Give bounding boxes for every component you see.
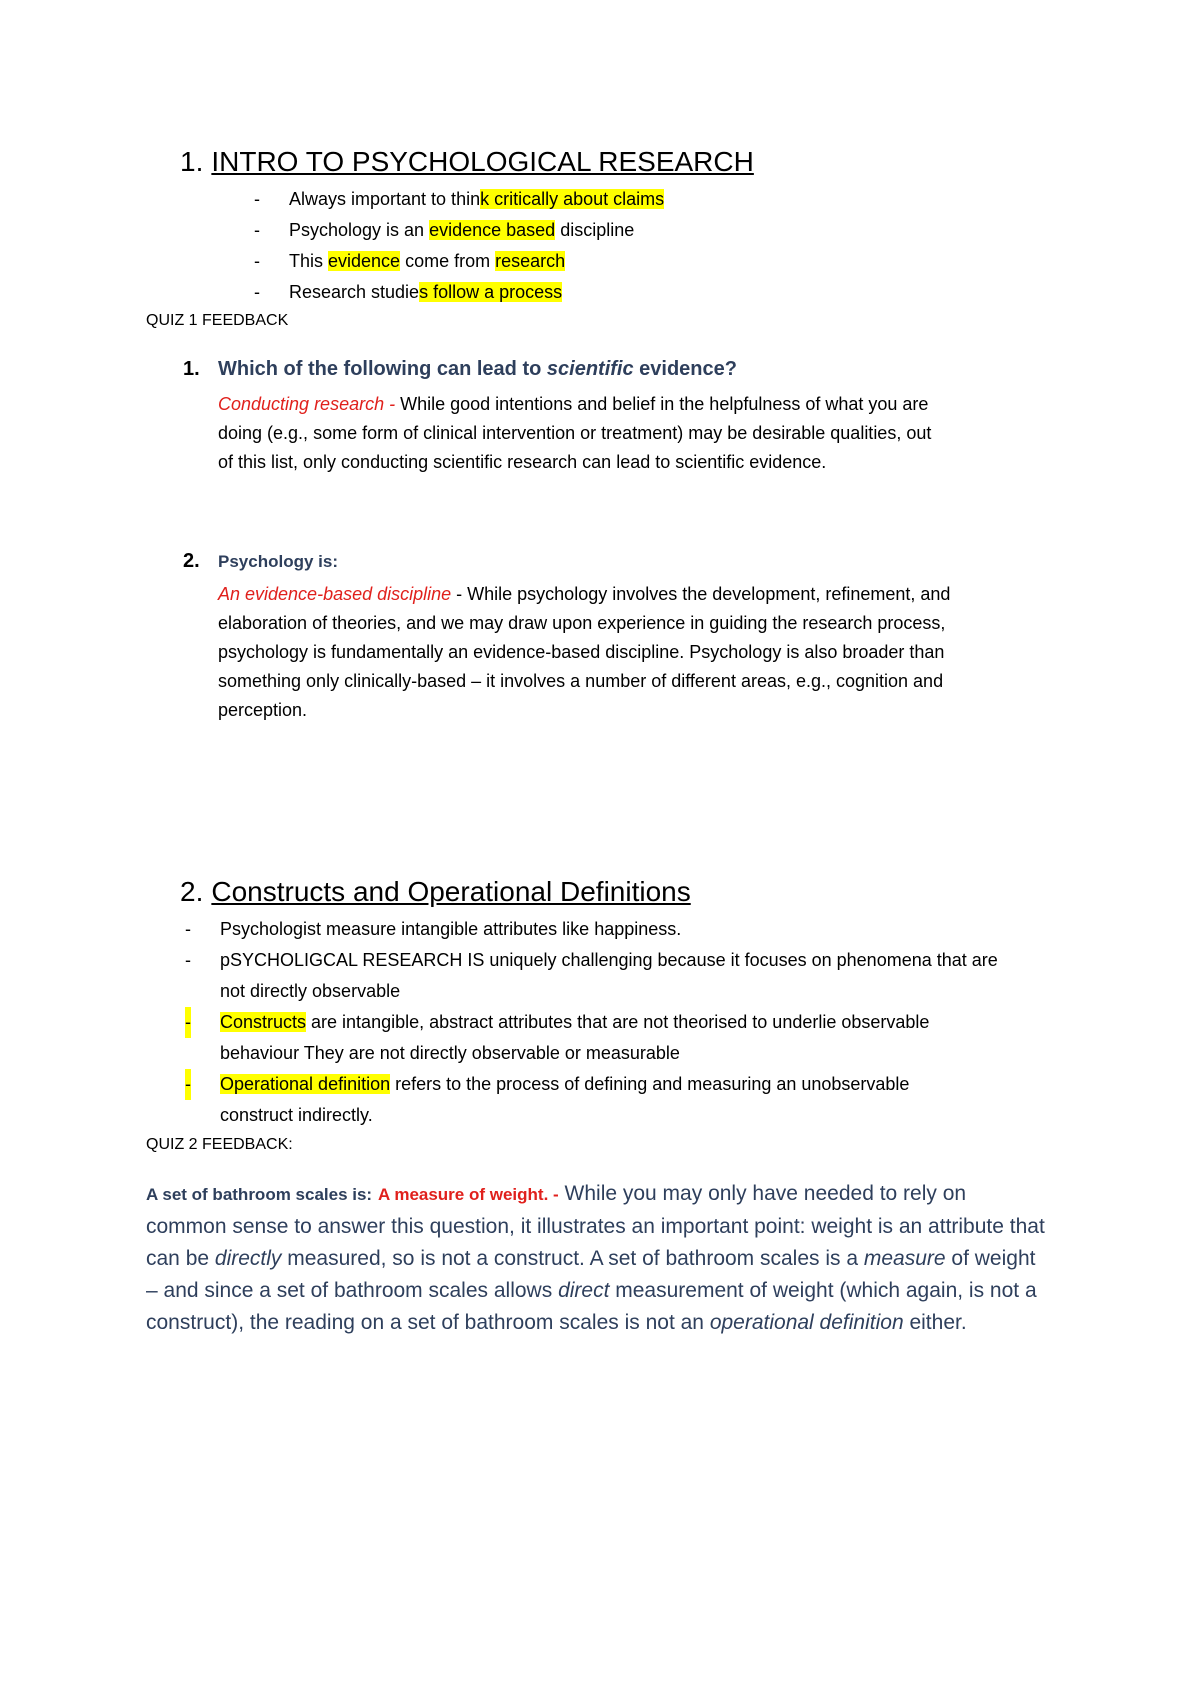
quiz-1-question-1-text: Which of the following can lead to scientific evidence? xyxy=(218,358,737,380)
quiz-2-question: A set of bathroom scales is: xyxy=(146,1185,373,1204)
section-2-number: 2. xyxy=(180,876,204,907)
bullet-dash: - xyxy=(185,1007,191,1038)
section-2-heading xyxy=(180,876,691,908)
section-1-number: 1. xyxy=(180,146,204,177)
bullet-list-2 xyxy=(185,914,1085,1131)
list-item: - Psychology is an evidence based discipline xyxy=(254,215,954,246)
bullet-dash: - xyxy=(254,251,260,271)
quiz-1-answer-2: An evidence-based discipline - While psychology involves the development, refinement, and elaboration of theories, and we may draw upon experience in guiding the research process, psychology is fundamentally an evidence-based discipline. Psychology is also broader than something only clinically-based – it involves a number of different areas, e.g., cognition and perception. xyxy=(218,584,951,720)
answer-label: A measure of weight. - xyxy=(377,1185,559,1204)
list-item: - Psychologist measure intangible attributes like happiness. xyxy=(185,914,1085,945)
quiz-2-answer: A set of bathroom scales is: A measure of weight. - While you may only have needed to rely on common sense to answer this question, it illustrates an important point: weight is an attribute that can be directly measured, so is not a construct. A set of bathroom scales is a measure of weight – and since a set of bathroom scales allows direct measurement of weight (which again, is not a construct), the reading on a set of bathroom scales is not an operational definition either. xyxy=(146,1182,1045,1334)
list-item: - Operational definition refers to the process of defining and measuring an unobservable construct indirectly. xyxy=(185,1069,1085,1131)
term-highlight: Constructs xyxy=(220,1012,307,1032)
question-number: 2. xyxy=(183,550,200,572)
term-highlight: Operational definition xyxy=(220,1074,391,1094)
quiz-1-answer-1: Conducting research - While good intentions and belief in the helpfulness of what you are doing (e.g., some form of clinical intervention or treatment) may be desirable qualities, out of this list, only conducting scientific research can lead to scientific evidence. xyxy=(218,394,932,472)
list-item: - Always important to think critically about claims xyxy=(254,184,954,215)
section-1-title: INTRO TO PSYCHOLOGICAL RESEARCH xyxy=(211,146,754,177)
quiz-1-question-2 xyxy=(183,550,200,573)
bullet-dash: - xyxy=(185,919,191,939)
list-item: - This evidence come from research xyxy=(254,246,954,277)
bullet-dash: - xyxy=(254,220,260,240)
answer-label: Conducting research - xyxy=(218,394,401,414)
quiz-2-label: QUIZ 2 FEEDBACK: xyxy=(146,1136,293,1153)
bullet-dash: - xyxy=(185,1069,191,1100)
bullet-list-1 xyxy=(254,184,954,308)
bullet-dash: - xyxy=(254,282,260,302)
section-1-heading xyxy=(180,146,754,178)
list-item: - pSYCHOLIGCAL RESEARCH IS uniquely challenging because it focuses on phenomena that are not directly observable xyxy=(185,945,1085,1007)
quiz-1-question-1 xyxy=(183,358,200,381)
section-2-title: Constructs and Operational Definitions xyxy=(211,876,691,907)
quiz-1-question-2-text: Psychology is: xyxy=(218,552,338,571)
quiz-1-label: QUIZ 1 FEEDBACK xyxy=(146,312,289,329)
bullet-dash: - xyxy=(185,950,191,970)
question-number: 1. xyxy=(183,358,200,380)
list-item: - Constructs are intangible, abstract attributes that are not theorised to underlie observable behaviour They are not directly observable or measurable xyxy=(185,1007,1085,1069)
list-item: - Research studies follow a process xyxy=(254,277,954,308)
answer-label: An evidence-based discipline xyxy=(218,584,452,604)
bullet-dash: - xyxy=(254,189,260,209)
